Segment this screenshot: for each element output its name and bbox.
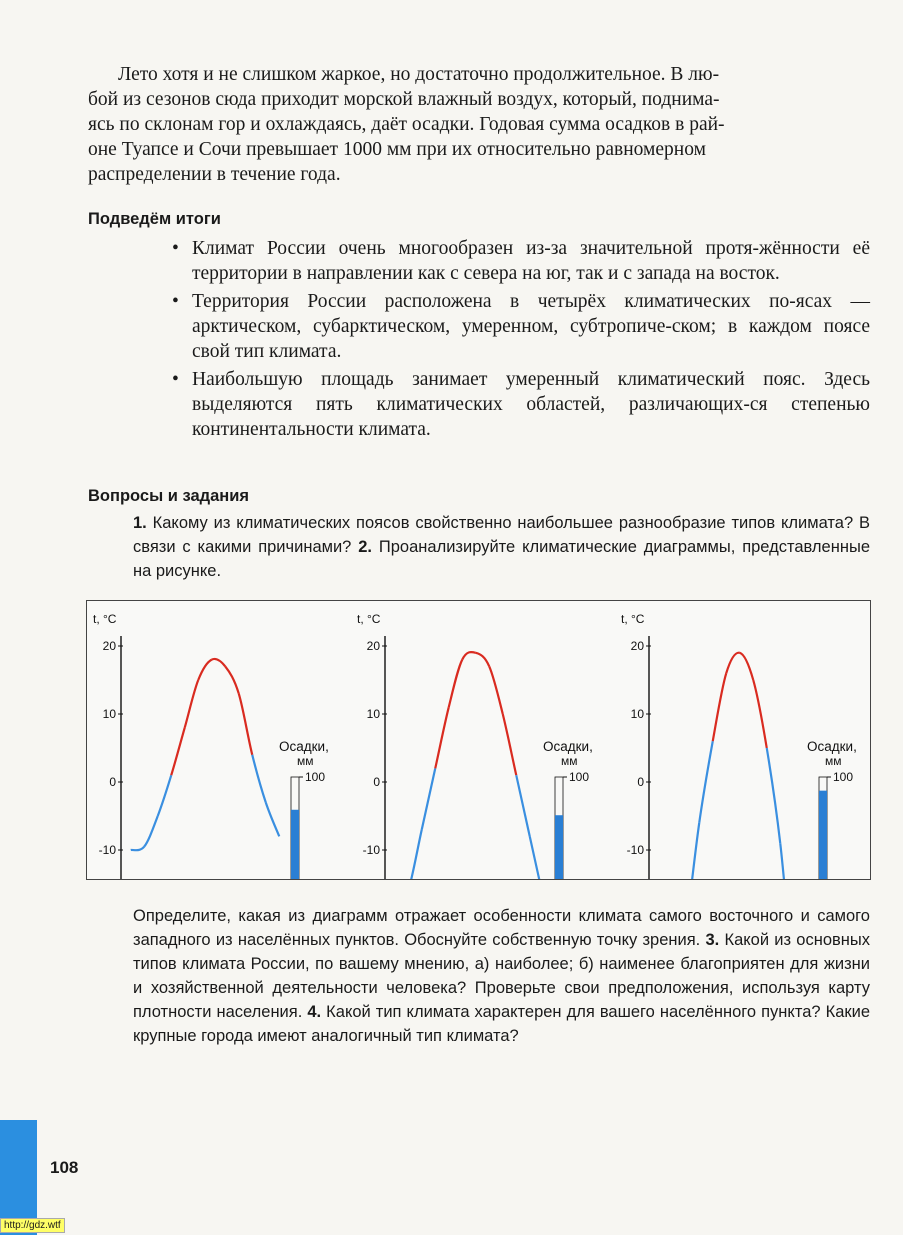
temperature-curve-segment xyxy=(422,768,436,829)
temperature-curve-segment xyxy=(462,652,476,660)
temperature-curve-segment xyxy=(158,775,172,816)
temp-tick-label: 10 xyxy=(102,707,116,721)
temp-tick-label: -10 xyxy=(626,843,644,857)
question-text: Какой тип климата характерен для вашего населённого пункта? Какие крупные города имеют аналогичный тип климата? xyxy=(133,1003,870,1045)
summary-heading: Подведём итоги xyxy=(88,210,221,228)
summary-bullet: • Территория России расположена в четырёх климатических по-ясах — арктическом, субарктическом, умеренном, субтропиче-ском; в каждом поясе свой тип климата. xyxy=(170,289,870,364)
temperature-curve-segment xyxy=(144,816,158,847)
temperature-curve-segment xyxy=(239,694,253,755)
temperature-curve-segment xyxy=(503,714,517,775)
questions-intro xyxy=(133,511,870,583)
temperature-curve-segment xyxy=(516,775,530,836)
intro-paragraph xyxy=(88,62,870,187)
temperature-curve-segment xyxy=(212,659,226,667)
temperature-curve-segment xyxy=(740,653,754,680)
watermark: http://gdz.wtf xyxy=(0,1218,65,1233)
temperature-curve-segment xyxy=(198,660,212,680)
temperature-curve-segment xyxy=(131,847,145,851)
intro-line: ясь по склонам гор и охлаждаясь, даёт осадки. Годовая сумма осадков в рай- xyxy=(88,114,725,135)
precip-axis-title: Осадки, xyxy=(543,739,593,754)
temp-tick-label: 0 xyxy=(373,775,380,789)
precip-unit-label: мм xyxy=(297,754,314,768)
question-text: Проанализируйте климатические диаграммы, представленные на рисунке. xyxy=(133,538,870,580)
temp-tick-label: 10 xyxy=(366,707,380,721)
temperature-curve-segment xyxy=(266,802,280,836)
precip-tick-label: 100 xyxy=(833,770,854,784)
intro-line: бой из сезонов сюда приходит морской влажный воздух, который, поднима- xyxy=(88,89,720,110)
temp-tick-label: -10 xyxy=(362,843,380,857)
temperature-curve-segment xyxy=(713,673,727,741)
intro-line: распределении в течение года. xyxy=(88,164,341,185)
annual-precip-bar xyxy=(291,810,299,879)
climate-diagrams-svg xyxy=(87,601,870,879)
temperature-curve-segment xyxy=(435,707,449,768)
questions-continued xyxy=(133,904,870,1048)
climate-diagrams-figure xyxy=(86,600,871,880)
temp-tick-label: -10 xyxy=(98,843,116,857)
temp-tick-label: 20 xyxy=(630,639,644,653)
temperature-curve-segment xyxy=(686,823,700,879)
temperature-curve-segment xyxy=(767,748,781,843)
summary-bullets xyxy=(170,236,870,445)
temp-tick-label: 20 xyxy=(366,639,380,653)
intro-line: Лето хотя и не слишком жаркое, но достаточно продолжительное. В лю- xyxy=(118,64,720,85)
intro-line: оне Туапсе и Сочи превышает 1000 мм при их относительно равномерном xyxy=(88,139,706,160)
temp-tick-label: 20 xyxy=(102,639,116,653)
precip-tick-label: 100 xyxy=(305,770,326,784)
temp-tick-label: 10 xyxy=(630,707,644,721)
temperature-curve-segment xyxy=(252,755,266,803)
temperature-curve-segment xyxy=(449,660,463,708)
temp-tick-label: 0 xyxy=(637,775,644,789)
questions-heading: Вопросы и задания xyxy=(88,487,250,505)
precip-axis-title: Осадки, xyxy=(279,739,329,754)
question-text: Определите, какая из диаграмм отражает особенности климата самого восточного и самого западного из населённых пунктов. Обоснуйте собственную точку зрения. xyxy=(133,907,870,949)
temperature-curve-segment xyxy=(185,680,199,728)
temperature-curve-segment xyxy=(225,666,239,693)
temp-axis-title: t, °C xyxy=(621,612,645,626)
summary-bullet: • Климат России очень многообразен из-за значительной протя-жённости её территории в направлении как с севера на юг, так и с запада на восток. xyxy=(170,236,870,286)
summary-bullet: • Наибольшую площадь занимает умеренный климатический пояс. Здесь выделяются пять климатических областей, различающих-ся степенью континентальности климата. xyxy=(170,367,870,442)
temperature-curve-segment xyxy=(408,830,422,879)
temp-axis-title: t, °C xyxy=(357,612,381,626)
question-number: 1. xyxy=(133,514,147,532)
annual-precip-bar xyxy=(555,815,563,879)
question-text: Какому из климатических поясов свойственно наибольшее разнообразие типов климата? В связи с какими причинами? xyxy=(133,514,870,556)
temperature-curve-segment xyxy=(753,680,767,748)
temperature-curve-segment xyxy=(171,728,185,776)
annual-precip-bar xyxy=(819,791,827,879)
question-number: 2. xyxy=(358,538,373,556)
temperature-curve-segment xyxy=(780,843,794,879)
temperature-curve-segment xyxy=(699,741,713,823)
temperature-curve-segment xyxy=(489,666,503,714)
precip-axis-title: Осадки, xyxy=(807,739,857,754)
precip-unit-label: мм xyxy=(825,754,842,768)
temperature-curve-segment xyxy=(476,653,490,667)
question-text: Какой из основных типов климата России, по вашему мнению, а) наиболее; б) наименее благоприятен для жизни и хозяйственной деятельности человека? Проверьте свои предположения, используя карту плотности населения. xyxy=(133,931,870,1021)
temp-axis-title: t, °C xyxy=(93,612,117,626)
question-number: 4. xyxy=(307,1003,322,1021)
temperature-curve-segment xyxy=(726,653,740,674)
question-number: 3. xyxy=(705,931,720,949)
temperature-curve-segment xyxy=(530,836,544,879)
page-number: 108 xyxy=(50,1158,79,1177)
precip-tick-label: 100 xyxy=(569,770,590,784)
precip-unit-label: мм xyxy=(561,754,578,768)
temp-tick-label: 0 xyxy=(109,775,116,789)
